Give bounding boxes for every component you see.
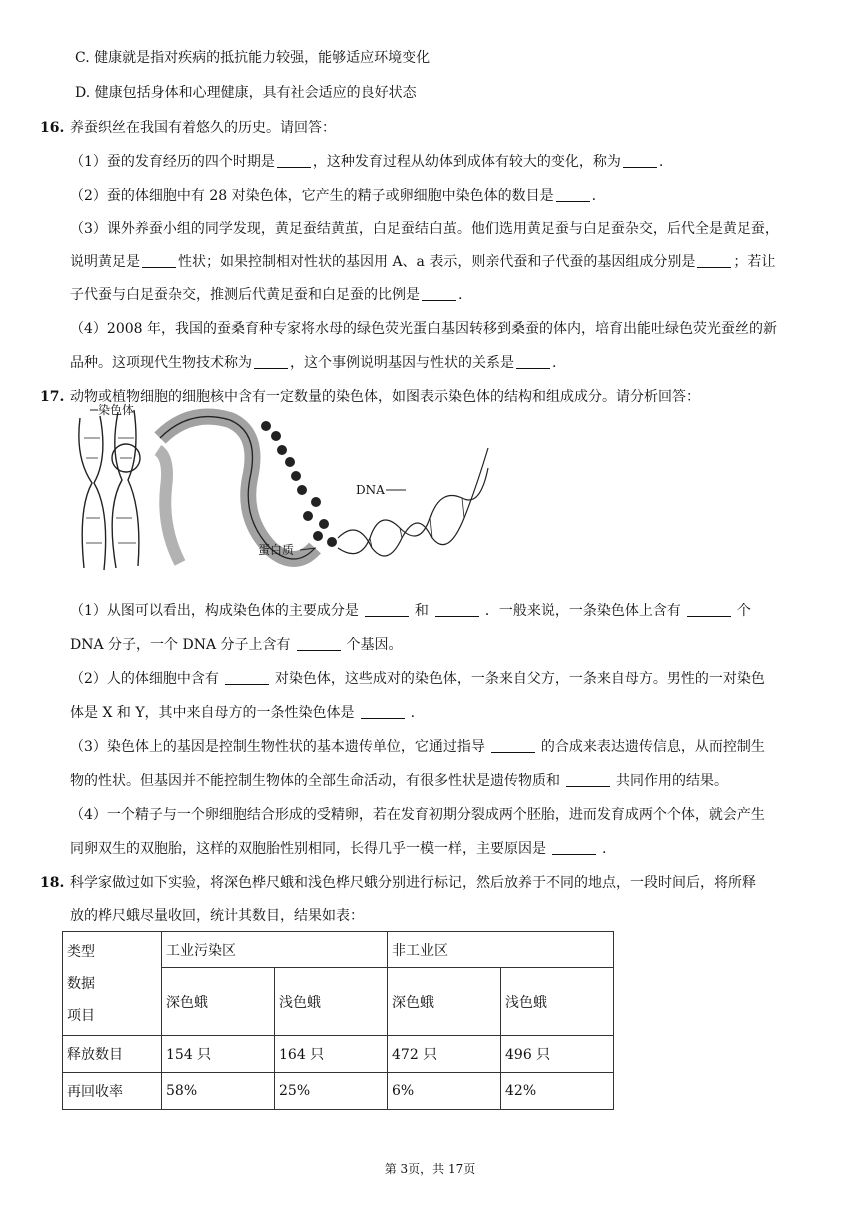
chromosome-structure-figure [70, 398, 490, 580]
q16-part4-line1: （4）2008 年，我国的蚕桑育种专家将水母的绿色荧光蛋白基因转移到桑蚕的体内，培育出能吐绿色荧光蚕丝的新 [70, 321, 777, 337]
answer-blank [516, 354, 550, 369]
answer-blank [623, 153, 657, 168]
figure-label-chromosome: 染色体 [98, 403, 135, 417]
q16-part3-line1: （3）课外养蚕小组的同学发现，黄足蚕结黄茧，白足蚕结白茧。他们选用黄足蚕与白足蚕杂交，后代全是黄足蚕， [70, 221, 779, 237]
table-corner-cell: 类型 数据 项目 [63, 932, 162, 1036]
q16-part2: （2）蚕的体细胞中有 28 对染色体，它产生的精子或卵细胞中染色体的数目是 . [70, 188, 597, 204]
answer-blank [435, 602, 479, 617]
q17-part3-line1: （3）染色体上的基因是控制生物性状的基本遗传单位，它通过指导 的合成来表达遗传信息，从而控制生 [70, 739, 765, 755]
q16-part3-line3: 子代蚕与白足蚕杂交，推测后代黄足蚕和白足蚕的比例是 . [70, 287, 463, 303]
table-cell: 25% [275, 1073, 388, 1110]
q17-part4-line1: （4）一个精子与一个卵细胞结合形成的受精卵，若在发育初期分裂成两个胚胎，进而发育成两个个体，就会产生 [70, 807, 765, 823]
q17-part1-line2: DNA 分子，一个 DNA 分子上含有 个基因。 [70, 637, 403, 653]
q17-part1-line1: （1）从图可以看出，构成染色体的主要成分是 和 ．一般来说，一条染色体上含有 个 [70, 603, 751, 619]
question-number-16: 16. [40, 120, 65, 136]
table-row-label: 再回收率 [63, 1073, 162, 1110]
page-footer: 第 3页，共 17页 [384, 1162, 476, 1176]
q17-part2-line2: 体是 X 和 Y，其中来自母方的一条性染色体是 . [70, 705, 416, 721]
answer-blank [491, 738, 535, 753]
table-cell: 154 只 [162, 1036, 275, 1073]
figure-label-protein: 蛋白质 [258, 543, 295, 557]
table-cell: 472 只 [388, 1036, 501, 1073]
q17-stem: 动物或植物细胞的细胞核中含有一定数量的染色体，如图表示染色体的结构和组成成分。请分析回答： [70, 389, 700, 405]
q16-stem: 养蚕织丝在我国有着悠久的历史。请回答： [70, 120, 336, 136]
table-cell: 496 只 [501, 1036, 614, 1073]
answer-blank [556, 187, 590, 202]
answer-blank [297, 636, 341, 651]
answer-blank [687, 602, 731, 617]
question-number-17: 17. [40, 389, 65, 405]
coiled-fiber-drawing [158, 417, 315, 563]
chromosome-drawing [79, 410, 140, 570]
table-cell: 58% [162, 1073, 275, 1110]
answer-blank [552, 840, 596, 855]
question-number-18: 18. [40, 875, 65, 891]
answer-blank [361, 704, 405, 719]
q16-part3-line2: 说明黄足是 性状；如果控制相对性状的基因用 A、a 表示，则亲代蚕和子代蚕的基因组成分别是 ；若让 [70, 254, 776, 270]
figure-label-dna: DNA [356, 483, 385, 497]
q18-stem-line2: 放的桦尺蛾尽量收回，统计其数目，结果如表： [70, 908, 364, 924]
option-c: C. 健康就是指对疾病的抵抗能力较强，能够适应环境变化 [75, 50, 431, 66]
answer-blank [142, 253, 176, 268]
q17-part2-line1: （2）人的体细胞中含有 对染色体，这些成对的染色体，一条来自父方，一条来自母方。男性的一对染色 [70, 671, 765, 687]
answer-blank [365, 602, 409, 617]
option-d: D. 健康包括身体和心理健康，具有社会适应的良好状态 [75, 85, 417, 101]
answer-blank [277, 153, 311, 168]
table-cell: 6% [388, 1073, 501, 1110]
table-row [63, 1036, 614, 1073]
q18-stem-line1: 科学家做过如下实验，将深色桦尺蛾和浅色桦尺蛾分别进行标记，然后放养于不同的地点，一段时间后，将所释 [70, 875, 756, 891]
table-header-nonindustrial: 非工业区 [388, 932, 614, 968]
dna-helix-drawing [338, 448, 488, 556]
table-col-header: 浅色蛾 [501, 968, 614, 1036]
q17-part3-line2: 物的性状。但基因并不能控制生物体的全部生命活动，有很多性状是遗传物质和 共同作用的结果。 [70, 773, 728, 789]
answer-blank [566, 772, 610, 787]
table-col-header: 深色蛾 [388, 968, 501, 1036]
answer-blank [697, 253, 731, 268]
table-row-label: 释放数目 [63, 1036, 162, 1073]
table-col-header: 深色蛾 [162, 968, 275, 1036]
answer-blank [254, 354, 288, 369]
table-row [63, 1073, 614, 1110]
table-cell: 164 只 [275, 1036, 388, 1073]
q17-part4-line2: 同卵双生的双胞胎，这样的双胞胎性别相同，长得几乎一模一样，主要原因是 . [70, 841, 607, 857]
table-col-header: 浅色蛾 [275, 968, 388, 1036]
q16-part4-line2: 品种。这项现代生物技术称为 ，这个事例说明基因与性状的关系是 . [70, 355, 557, 371]
table-cell: 42% [501, 1073, 614, 1110]
moth-data-table [62, 931, 614, 1110]
answer-blank [422, 286, 456, 301]
answer-blank [225, 670, 269, 685]
table-header-industrial: 工业污染区 [162, 932, 388, 968]
q16-part1: （1）蚕的发育经历的四个时期是 ，这种发育过程从幼体到成体有较大的变化，称为 . [70, 154, 664, 170]
nucleosome-beads [261, 421, 337, 547]
